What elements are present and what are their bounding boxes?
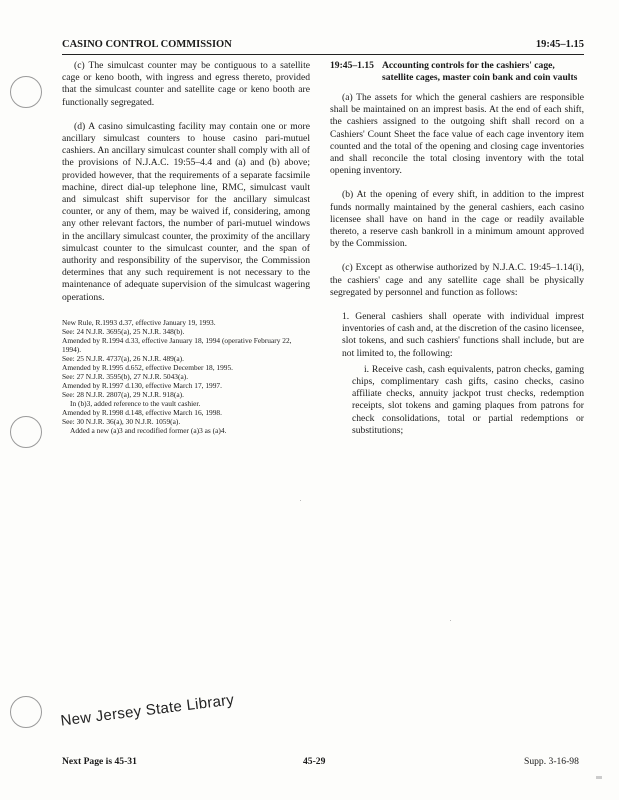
- history-line: Amended by R.1995 d.652, effective December 18, 1995.: [62, 362, 234, 372]
- header-title: CASINO CONTROL COMMISSION: [62, 39, 232, 50]
- footer-next-page: Next Page is 45-31: [62, 756, 137, 767]
- item-1: 1. General cashiers shall operate with individual imprest inventories of cash and, at the discretion of the casino licensee, slot tokens, and such cashiers' functions shall include, but are not limited to, the following:: [342, 311, 584, 359]
- history-line: Added a new (a)3 and recodified former (a)3 as (a)4.: [70, 425, 227, 435]
- punch-hole-top: [10, 76, 42, 108]
- paragraph-d-left: (d) A casino simulcasting facility may contain one or more ancillary simulcast counters to house casino pari-mutuel cashiers. An ancillary simulcast counter shall comply with all of the provisions of N.J.A.C. 19:55–4.4 and (a) and (b) above; provided however, that the requirements of a separate facsimile machine, direct dial-up telephone line, RMC, simulcast vault and simulcast shift supervisor for the ancillary simulcast counter, or any of them, may be waived if, considering, among any other relevant factors, the number of pari-mutuel windows in the ancillary simulcast counter, the proximity of the ancillary simulcast counter to the simulcast counter, and the span of authority and responsibility of the supervisor, the Commission determines that any such requirement is not necessary to the maintenance of adequate supervision of the simulcast wagering operations.: [62, 120, 310, 303]
- history-line: See: 30 N.J.R. 36(a), 30 N.J.R. 1059(a).: [62, 416, 181, 426]
- scan-speck: [300, 500, 301, 501]
- history-line: See: 24 N.J.R. 3695(a), 25 N.J.R. 348(b).: [62, 326, 185, 336]
- footer-page-number: 45-29: [303, 756, 326, 767]
- paragraph-a: (a) The assets for which the general cashiers are responsible shall be maintained on an imprest basis. At the end of each shift, the cashiers assigned to the outgoing shift shall record on a Cashiers' Count Sheet the face value of each cage inventory item counted and the total of the opening and closing cage inventories and shall reconcile the total closing inventory with the total opening inventory.: [330, 92, 584, 177]
- section-title: Accounting controls for the cashiers' cage, satellite cages, master coin bank and coin vaults: [381, 60, 578, 83]
- right-column: [330, 60, 584, 437]
- left-column: [62, 60, 310, 435]
- history-notes: [62, 318, 310, 435]
- item-i: i. Receive cash, cash equivalents, patron checks, gaming chips, complimentary cash gifts, casino checks, casino affiliate checks, annuity jackpot trust checks, redemption receipts, slot tokens and gaming plaques from patrons for check consolidations, total or partial redemptions or substitutions;: [352, 363, 584, 436]
- scan-speck: [596, 776, 602, 779]
- running-header: [62, 38, 584, 55]
- section-number: 19:45–1.15: [330, 60, 374, 71]
- header-section: 19:45–1.15: [535, 39, 584, 50]
- library-stamp: New Jersey State Library: [59, 691, 236, 730]
- paragraph-c-left: (c) The simulcast counter may be contiguous to a satellite cage or keno booth, with ingress and egress thereto, provided that the simulcast counter and satellite cage or keno booth are functionally segregated.: [62, 60, 310, 108]
- footer-supplement: Supp. 3-16-98: [524, 756, 579, 767]
- punch-hole-middle: [10, 416, 42, 448]
- section-heading: [330, 60, 584, 84]
- paragraph-c-right: (c) Except as otherwise authorized by N.J.A.C. 19:45–1.14(i), the cashiers' cage and any satellite cage shall be physically segregated by personnel and function as follows:: [330, 262, 584, 298]
- history-line: See: 28 N.J.R. 2807(a), 29 N.J.R. 918(a).: [62, 389, 184, 399]
- history-line: In (b)3, added reference to the vault cashier.: [70, 398, 201, 408]
- history-line: Amended by R.1997 d.130, effective March 17, 1997.: [62, 380, 222, 390]
- history-line: See: 27 N.J.R. 3595(b), 27 N.J.R. 5043(a).: [62, 371, 189, 381]
- punch-hole-bottom: [10, 696, 42, 728]
- history-line: See: 25 N.J.R. 4737(a), 26 N.J.R. 489(a).: [62, 353, 184, 363]
- paragraph-b: (b) At the opening of every shift, in addition to the imprest funds normally maintained by the general cashiers, each casino licensee shall have on hand in the cage or readily available thereto, a reserve cash bankroll in a minimum amount approved by the Commission.: [330, 189, 584, 250]
- history-line: New Rule, R.1993 d.37, effective January 19, 1993.: [62, 317, 216, 327]
- history-line: Amended by R.1998 d.148, effective March 16, 1998.: [62, 407, 222, 417]
- history-line: Amended by R.1994 d.33, effective January 18, 1994 (operative February 22, 1994).: [62, 335, 292, 354]
- scan-speck: [450, 620, 451, 621]
